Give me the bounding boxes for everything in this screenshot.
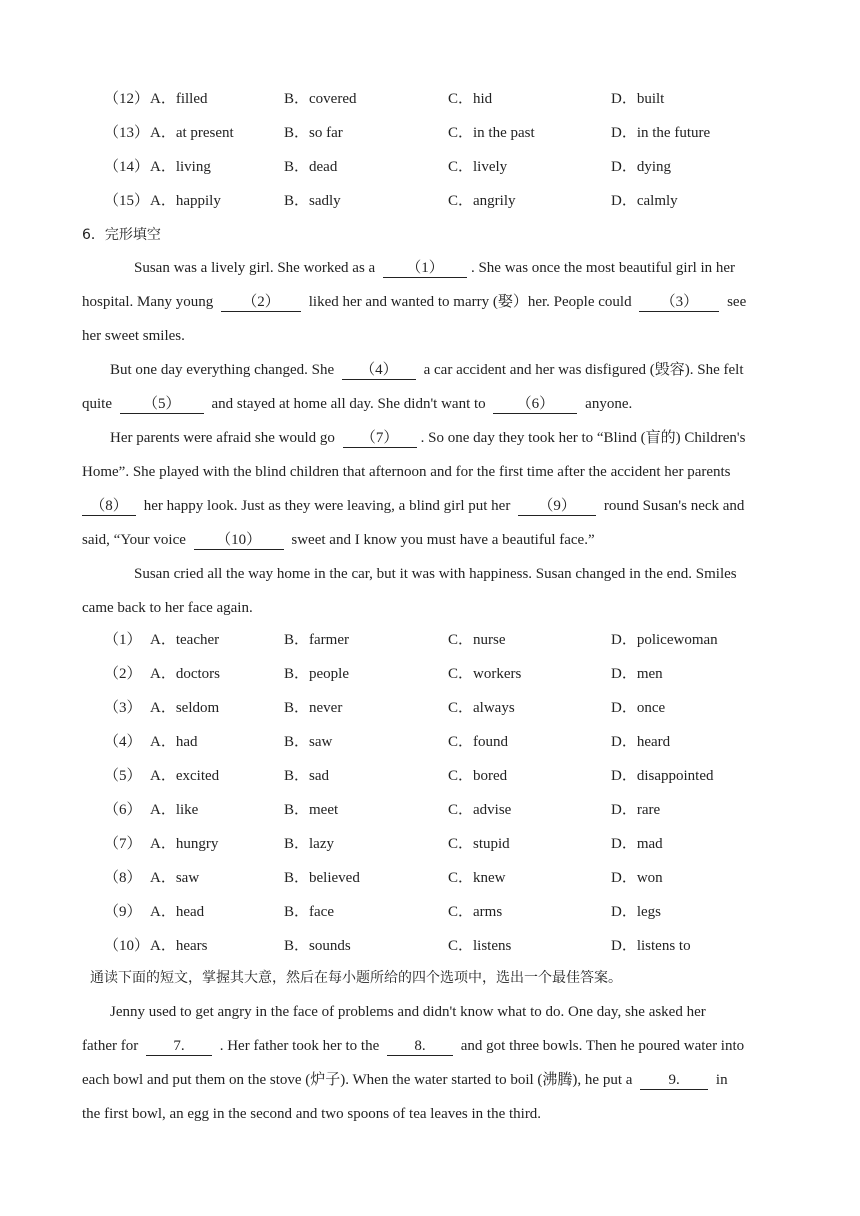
option-b: B．covered [284, 91, 357, 107]
blank-4: （4） [342, 362, 416, 380]
option-b: B．dead [284, 159, 338, 175]
passage-text: in [715, 1072, 728, 1088]
option-a: A．hears [150, 938, 208, 954]
passage-text: quite [82, 396, 112, 412]
option-number: （4） [104, 734, 142, 750]
blank-7: （7） [343, 430, 417, 448]
option-d: D．men [611, 666, 663, 682]
option-c: C．arms [448, 904, 503, 920]
passage-text: each bowl and put them on the stove (炉子). When the water started to boil (沸腾), he put a [82, 1072, 633, 1088]
passage-line [110, 428, 745, 448]
passage-text: a car accident and her was disfigured (毁容). She felt [423, 362, 744, 378]
option-a: A．excited [150, 768, 220, 784]
option-c: C．listens [448, 938, 512, 954]
blank-5: （5） [120, 396, 204, 414]
passage-line [82, 394, 632, 414]
passage-line [82, 530, 595, 550]
option-b: B．so far [284, 125, 343, 141]
option-a: A．doctors [150, 666, 220, 682]
passage-text: hospital. Many young [82, 294, 214, 310]
option-a: A．had [150, 734, 198, 750]
passage-text: see [727, 294, 747, 310]
passage-text: father for [82, 1038, 139, 1054]
option-b: B．sad [284, 768, 330, 784]
option-a: A．like [150, 802, 199, 818]
passage-text: liked her and wanted to marry (娶）her. People could [308, 294, 632, 310]
option-b: B．sounds [284, 938, 351, 954]
option-a: A．teacher [150, 632, 220, 648]
option-d: D．built [611, 91, 665, 107]
option-c: C．bored [448, 768, 508, 784]
passage-line: Home”. She played with the blind children that afternoon and for the first time after the accident her parents [82, 464, 731, 480]
passage-text: said, “Your voice [82, 532, 186, 548]
blank-q7: 7. [146, 1038, 212, 1056]
option-a: A．living [150, 159, 211, 175]
option-b: B．farmer [284, 632, 349, 648]
option-b: B．saw [284, 734, 333, 750]
option-c: C．hid [448, 91, 493, 107]
option-b: B．meet [284, 802, 339, 818]
passage-line: Jenny used to get angry in the face of problems and didn't know what to do. One day, she asked her [110, 1004, 706, 1020]
option-d: D．once [611, 700, 666, 716]
blank-q8: 8. [387, 1038, 453, 1056]
option-number: （13） [104, 125, 150, 141]
option-number: （12） [104, 91, 150, 107]
option-number: （14） [104, 159, 150, 175]
passage-text: and stayed at home all day. She didn't want to [211, 396, 486, 412]
option-c: C．nurse [448, 632, 506, 648]
option-c: C．always [448, 700, 515, 716]
blank-9: （9） [518, 498, 596, 516]
passage-line [82, 1070, 728, 1090]
option-c: C．in the past [448, 125, 535, 141]
passage-line [134, 258, 735, 278]
blank-3: （3） [639, 294, 719, 312]
blank-8: （8） [82, 498, 136, 516]
option-c: C．stupid [448, 836, 510, 852]
option-a: A．hungry [150, 836, 219, 852]
option-b: B．lazy [284, 836, 334, 852]
passage-text: . So one day they took her to “Blind (盲的) Children's [420, 430, 746, 446]
passage-line [110, 360, 743, 380]
option-number: （15） [104, 193, 150, 209]
option-a: A．seldom [150, 700, 220, 716]
passage-line: the first bowl, an egg in the second and two spoons of tea leaves in the third. [82, 1106, 542, 1122]
option-c: C．knew [448, 870, 506, 886]
option-a: A．happily [150, 193, 221, 209]
option-d: D．listens to [611, 938, 691, 954]
section-heading: 6．完形填空 [82, 227, 161, 243]
passage-text: round Susan's neck and [603, 498, 745, 514]
passage-line: came back to her face again. [82, 600, 253, 616]
option-d: D．in the future [611, 125, 711, 141]
option-b: B．believed [284, 870, 360, 886]
option-a: A．saw [150, 870, 200, 886]
section-instruction: 通读下面的短文，掌握其大意，然后在每小题所给的四个选项中，选出一个最佳答案。 [90, 970, 622, 986]
passage-line: her sweet smiles. [82, 328, 185, 344]
option-number: （10） [104, 938, 150, 954]
option-d: D．policewoman [611, 632, 718, 648]
passage-line [82, 1036, 744, 1056]
option-b: B．face [284, 904, 334, 920]
blank-q9: 9. [640, 1072, 708, 1090]
option-c: C．workers [448, 666, 522, 682]
blank-1: （1） [383, 260, 467, 278]
option-d: D．rare [611, 802, 661, 818]
blank-2: （2） [221, 294, 301, 312]
option-number: （2） [104, 666, 142, 682]
option-c: C．advise [448, 802, 512, 818]
option-c: C．lively [448, 159, 508, 175]
option-c: C．found [448, 734, 509, 750]
option-d: D．calmly [611, 193, 678, 209]
option-d: D．legs [611, 904, 661, 920]
option-a: A．head [150, 904, 205, 920]
passage-line: Susan cried all the way home in the car, but it was with happiness. Susan changed in the end. Smiles [134, 566, 737, 582]
passage-line [82, 496, 744, 516]
option-number: （5） [104, 768, 142, 784]
passage-text: her happy look. Just as they were leaving, a blind girl put her [143, 498, 511, 514]
option-d: D．won [611, 870, 663, 886]
option-c: C．angrily [448, 193, 516, 209]
option-number: （9） [104, 904, 142, 920]
option-a: A．filled [150, 91, 208, 107]
option-b: B．never [284, 700, 343, 716]
option-number: （7） [104, 836, 142, 852]
option-d: D．mad [611, 836, 663, 852]
option-b: B．people [284, 666, 349, 682]
passage-text: . She was once the most beautiful girl in her [470, 260, 736, 276]
option-number: （3） [104, 700, 142, 716]
passage-text: But one day everything changed. She [110, 362, 335, 378]
passage-text: . Her father took her to the [219, 1038, 380, 1054]
option-d: D．dying [611, 159, 672, 175]
passage-text: and got three bowls. Then he poured water into [460, 1038, 745, 1054]
passage-line [82, 292, 746, 312]
option-number: （1） [104, 632, 142, 648]
passage-text: Her parents were afraid she would go [110, 430, 335, 446]
option-a: A．at present [150, 125, 234, 141]
option-d: D．disappointed [611, 768, 714, 784]
passage-text: anyone. [585, 396, 633, 412]
option-d: D．heard [611, 734, 671, 750]
option-number: （8） [104, 870, 142, 886]
option-number: （6） [104, 802, 142, 818]
blank-6: （6） [493, 396, 577, 414]
option-b: B．sadly [284, 193, 341, 209]
passage-text: sweet and I know you must have a beautiful face.” [291, 532, 595, 548]
blank-10: （10） [194, 532, 284, 550]
passage-text: Susan was a lively girl. She worked as a [134, 260, 376, 276]
